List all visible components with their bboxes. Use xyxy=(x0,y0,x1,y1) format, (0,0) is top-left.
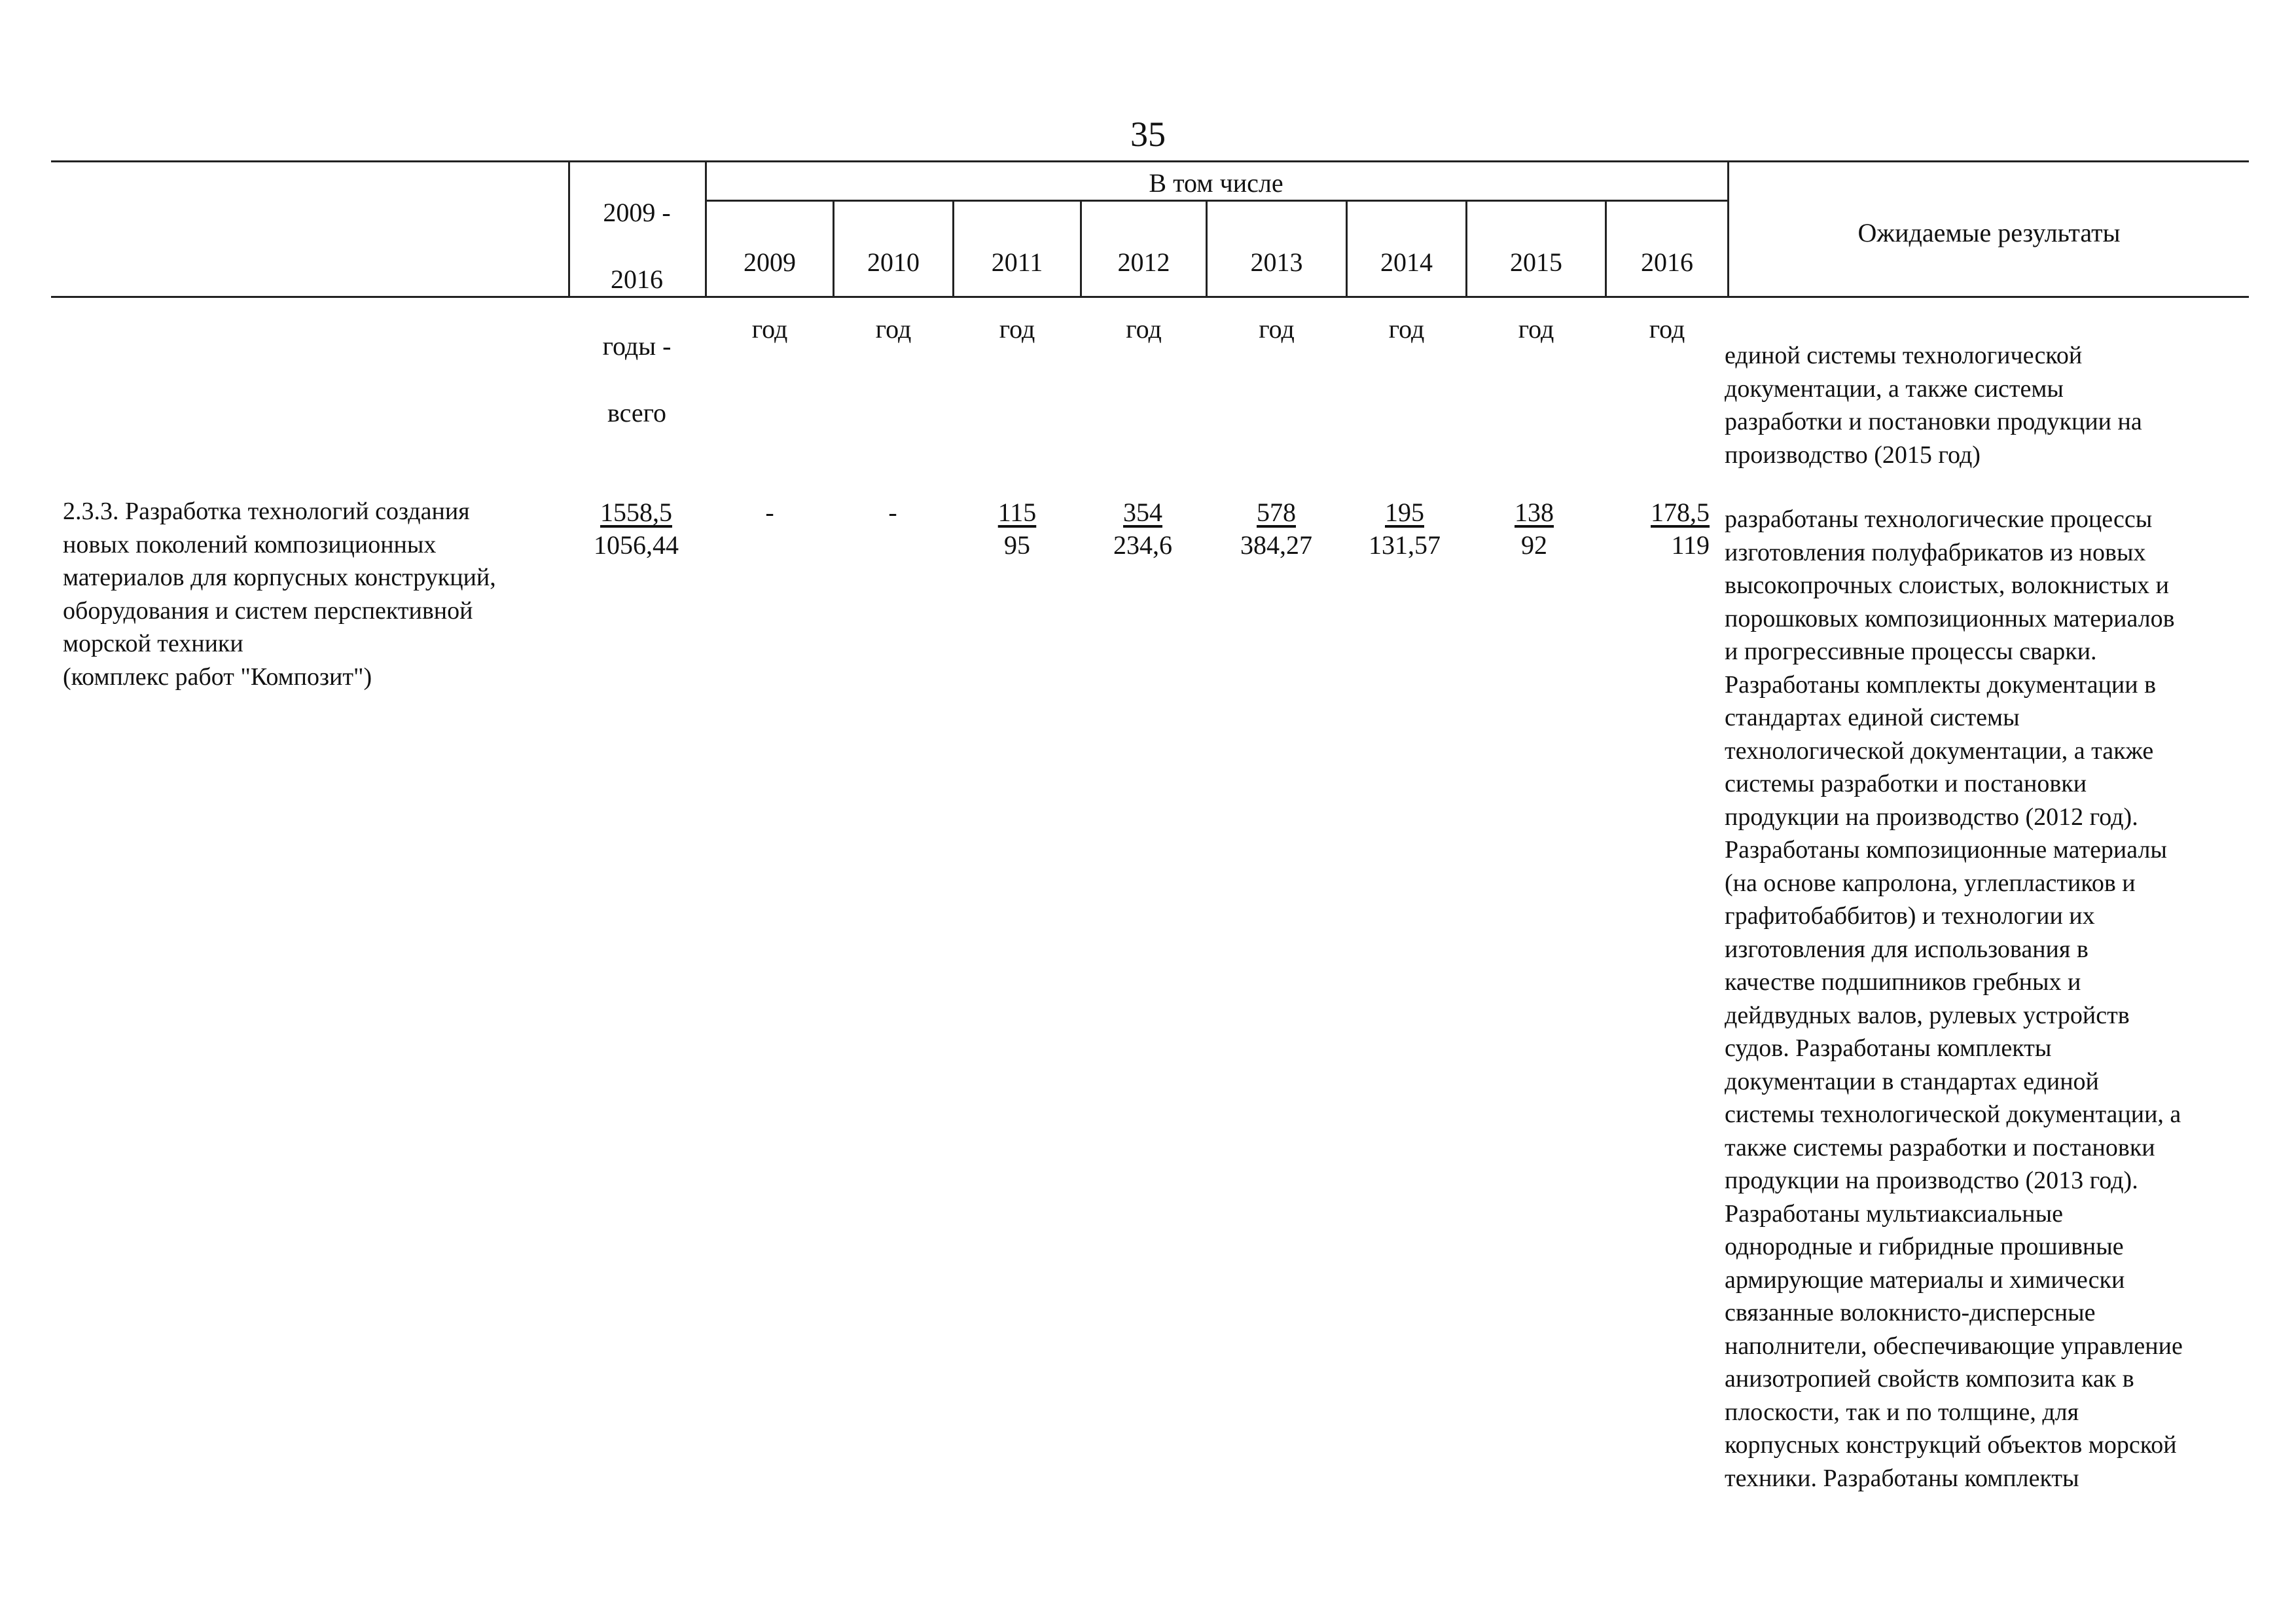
header-total-line: всего xyxy=(607,398,667,428)
header-year-2013: 2013 год xyxy=(1250,247,1303,344)
including-underline xyxy=(705,200,1727,202)
row-results: разработаны технологические процессы изготовления полуфабрикатов из новых высокопрочных слоистых, волокнистых и порошковых композиционных материалов и прогрессивные процессы сварки. Разработаны комплекты документации в стандартах единой системы технологической документации, а также системы разработки и постановки продукции на производство (2012 год). Разработаны композиционные материалы (на основе капролона, углепластиков и графитобаббитов) и технологии их изготовления для использования в качестве подшипников гребных и дейдвудных валов, рулевых устройств судов. Разработаны комплекты документации в стандартах единой системы технологической документации, а также системы разработки и постановки продукции на производство (2013 год). Разработаны мультиаксиальные однородные и гибридные прошивные армирующие материалы и химически связанные волокнисто-дисперсные наполнители, обеспечивающие управление анизотропией свойств композита как в плоскости, так и по толщине, для корпусных конструкций объектов морской техники. Разработаны комплекты xyxy=(1725,505,2183,1492)
row-total xyxy=(584,496,689,562)
header-including: В том числе xyxy=(1149,168,1283,198)
page-number: 35 xyxy=(1130,115,1166,154)
continuation-text: единой системы технологической документации, а также системы разработки и постановки продукции на производство (2015 год) xyxy=(1725,342,2142,469)
header-year-2012: 2012 год xyxy=(1117,247,1170,344)
row-value-2013: 578 384,27 xyxy=(1240,498,1312,560)
row-value-2015: 138 92 xyxy=(1515,498,1554,560)
header-top-rule xyxy=(51,160,2249,162)
header-year-2014: 2014 год xyxy=(1380,247,1433,344)
header-total-line: годы - xyxy=(602,331,672,361)
row-value-2016: 178,5 119 xyxy=(1651,498,1710,560)
row-total-top: 1558,5 xyxy=(600,498,672,527)
header-year-2016: 2016 год xyxy=(1641,247,1693,344)
header-year-2009: 2009 год xyxy=(744,247,796,344)
header-results: Ожидаемые результаты xyxy=(1857,218,2121,247)
header-year-2015: 2015 год xyxy=(1510,247,1562,344)
header-year-2010: 2010 год xyxy=(867,247,920,344)
header-total-line: 2016 xyxy=(611,264,663,294)
row-value-2012: 354 234,6 xyxy=(1113,498,1172,560)
header-total-line: 2009 - xyxy=(603,198,671,227)
row-total-bottom: 1056,44 xyxy=(594,530,679,560)
row-value-2009: - xyxy=(765,498,774,527)
row-value-2010: - xyxy=(888,498,897,527)
header-total xyxy=(575,162,699,463)
row-value-2014: 195 131,57 xyxy=(1369,498,1441,560)
row-name: 2.3.3. Разработка технологий создания новых поколений композиционных материалов для корпусных конструкций, оборудования и систем перспективной морской техники (комплекс работ "Композит") xyxy=(63,498,496,691)
header-year-2011: 2011 год xyxy=(991,247,1043,344)
row-value-2011: 115 95 xyxy=(997,498,1037,560)
col-divider-name xyxy=(568,160,570,296)
